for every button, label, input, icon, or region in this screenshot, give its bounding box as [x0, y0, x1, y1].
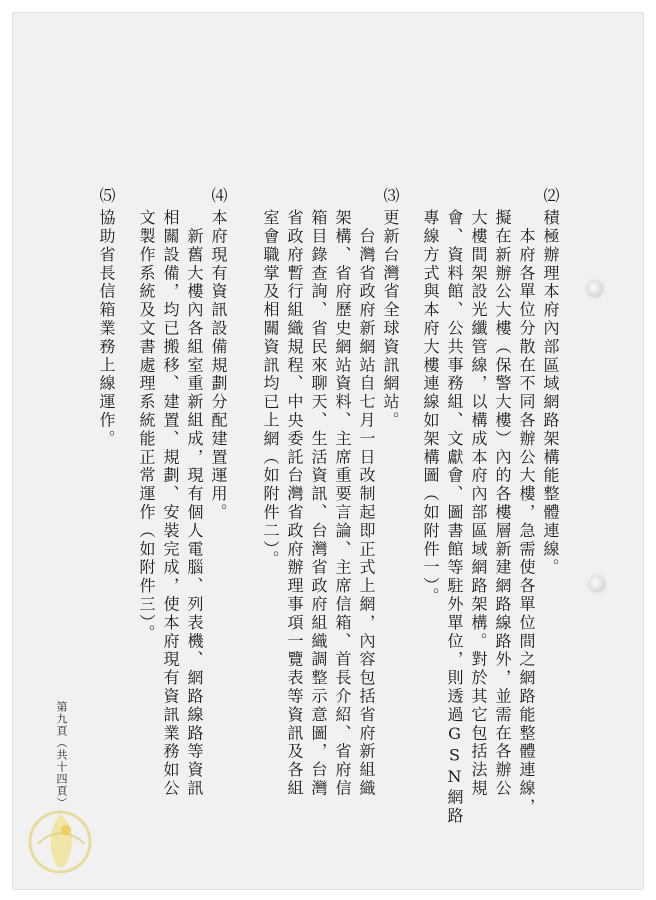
binding-hole-top: [587, 281, 603, 297]
section-5-line-1: 協助省長信箱業務上線運作。: [97, 209, 116, 449]
section-2-marker: ⑵: [541, 187, 560, 206]
section-2-line-2: 本府各單位分散在不同各辦公大樓，急需使各單位間之網路能整體連線，: [517, 209, 536, 817]
section-4-line-2: 新舊大樓內各組室重新組成，現有個人電腦、列表機、網路線路等資訊: [185, 209, 204, 798]
section-4-line-4: 文製作系統及文書處理系統能正常運作（如附件三）。: [137, 209, 156, 643]
section-4-line-1: 本府現有資訊設備規劃分配建置運用。: [209, 209, 228, 522]
page-number: 第九頁（共十四頁）: [55, 701, 68, 809]
section-3-line-6: 室會職掌及相關資訊均已上網（如附件二）。: [261, 209, 280, 569]
section-2-line-4: 大樓間架設光纖管線，以構成本府內部區域網路架構。對於其它包括法規: [469, 209, 488, 798]
section-5-marker: ⑸: [97, 187, 116, 206]
taiwan-logo-icon: [20, 800, 100, 880]
section-2-line-1: 積極辦理本府內部區域網路架構能整體連線。: [541, 209, 560, 577]
section-2-line-6: 專線方式與本府大樓連線如架構圖（如附件一）。: [421, 209, 440, 606]
section-3-marker: ⑶: [381, 187, 400, 206]
section-3-line-4: 箱目錄查詢、省民來聊天、生活資訊、台灣省政府組織調整示意圖，台灣: [309, 209, 328, 798]
section-3-line-5: 省政府暫行組織規程、中央委託台灣省政府辦理事項一覽表等資訊及各組: [285, 209, 304, 798]
section-2-line-5: 會、資料館、公共事務組、文獻會、圖書館等駐外單位，則透過GSN網路: [445, 209, 464, 826]
section-4-line-3: 相關設備，均已搬移、建置、規劃、安裝完成，使本府現有資訊業務如公: [161, 209, 180, 798]
section-3-line-1: 更新台灣省全球資訊網站。: [381, 209, 400, 430]
section-2-line-3: 擬在新辦公大樓（保警大樓）內的各樓層新建網路線路外，並需在各辦公: [493, 209, 512, 798]
binding-hole-bottom: [589, 576, 605, 592]
section-3-line-3: 架構、省府歷史網站資料、主席重要言論、主席信箱、首長介紹、省府信: [333, 209, 352, 798]
section-4-marker: ⑷: [209, 187, 228, 206]
section-3-line-2: 台灣省政府新網站自七月一日改制起即正式上網，內容包括省府新組織: [357, 209, 376, 798]
document-page: [12, 12, 644, 890]
